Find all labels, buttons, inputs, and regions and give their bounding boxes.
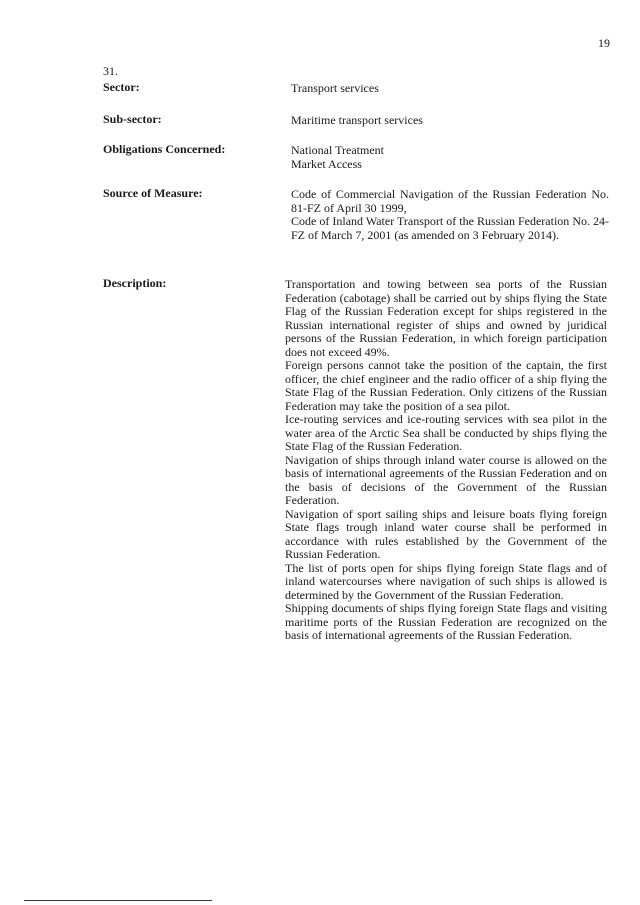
page-number: 19 bbox=[598, 36, 610, 50]
description-paragraph: Navigation of sport sailing ships and leisure boats flying foreign State flags trough inland water course shall be performed in accordance with rules established by the Government of the Russian Federation. bbox=[285, 506, 607, 561]
description-paragraph: The list of ports open for ships flying foreign State flags and of inland watercourses where navigation of such ships is allowed is determined by the Government of the Russian Federation. bbox=[285, 560, 607, 602]
source-line: Code of Commercial Navigation of the Russian Federation No. 81-FZ of April 30 1999, bbox=[291, 187, 609, 215]
source-label: Source of Measure: bbox=[103, 186, 203, 200]
obligation-line: Market Access bbox=[291, 156, 362, 171]
description-paragraph: Ice-routing services and ice-routing services with sea pilot in the water area of the Arctic Sea shall be conducted by ships flying the State Flag of the Russian Federation. bbox=[285, 412, 607, 453]
source-line: Code of Inland Water Transport of the Russian Federation No. 24-FZ of March 7, 2001 (as amended on 3 February 2014). bbox=[291, 214, 609, 242]
description-paragraph: Foreign persons cannot take the position of the captain, the first officer, the chief engineer and the radio officer of a ship flying the State Flag of the Russian Federation. Only citizens of the Russian Federation may take the position of a sea pilot. bbox=[285, 358, 607, 413]
description-label: Description: bbox=[103, 276, 167, 290]
sector-label: Sector: bbox=[103, 80, 140, 94]
obligations-label: Obligations Concerned: bbox=[103, 142, 226, 156]
sector-value: Transport services bbox=[291, 81, 379, 95]
description-paragraph: Shipping documents of ships flying foreign State flags and visiting maritime ports of the Russian Federation are recognized on the basis of international agreements of the Russian Federation. bbox=[285, 601, 607, 642]
obligations-value bbox=[291, 144, 609, 171]
description-paragraph: Navigation of ships through inland water course is allowed on the basis of international agreements of the Russian Federation and on the basis of decisions of the Government of the Russian Federation. bbox=[285, 452, 607, 507]
sub-sector-value: Maritime transport services bbox=[291, 113, 423, 127]
source-value bbox=[291, 188, 609, 242]
description-value bbox=[285, 278, 607, 643]
sub-sector-label: Sub-sector: bbox=[103, 112, 162, 126]
description-paragraph: Transportation and towing between sea ports of the Russian Federation (cabotage) shall be carried out by ships flying the State Flag of the Russian Federation except for ships registered in the Russian international register of ships and owned by juridical persons of the Russian Federation, in which foreign participation does not exceed 49%. bbox=[285, 277, 607, 359]
entry-number: 31. bbox=[103, 64, 118, 78]
obligation-line: National Treatment bbox=[291, 143, 384, 157]
footnote-rule bbox=[24, 900, 212, 901]
